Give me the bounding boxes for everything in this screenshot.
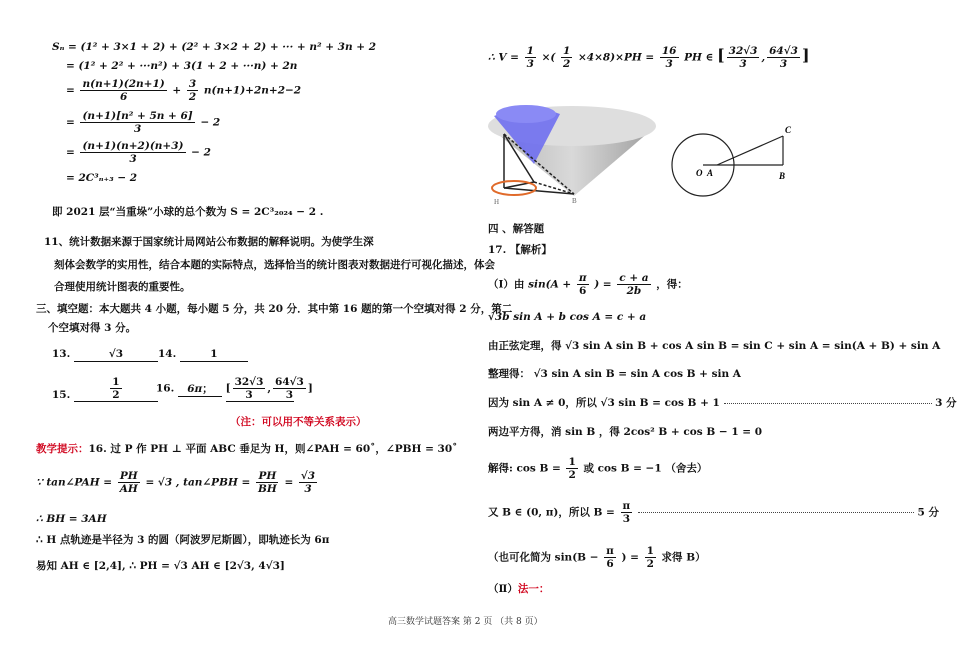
segment-ac	[717, 136, 783, 165]
fraction: $\frac{1}{2}$	[568, 456, 576, 481]
section-4: 四 、解答题	[488, 223, 545, 235]
q17-heading: 17. 【解析】	[488, 244, 552, 256]
sn-line-2: = (1² + 2² + ···n²) + 3(1 + 2 + ···n) + 2n	[66, 60, 298, 72]
answer-16-note: （注：可以用不等关系表示）	[230, 416, 367, 428]
part1-line: （Ⅰ）由 sin(A + $\frac{\pi}{6}$ ) = $\frac{c + a}{2b}$ ，得：	[488, 272, 688, 297]
label-b-small: B	[572, 197, 577, 205]
label-c: C	[785, 125, 792, 135]
sn-line-1: Sₙ = (1² + 3×1 + 2) + (2² + 3×2 + 2) + ··· + n² + 3n + 2	[52, 41, 377, 53]
volume-line: ∴ V = $\frac{1}{3}$ ×( $\frac{1}{2}$ ×4×8)×PH = $\frac{16}{3}$ PH ∈ [ $\frac{32√3}{3}$ , $\frac{64√3}{3}$ ]	[488, 45, 810, 70]
eq-3: 整理得： √3 sin A sin B = sin A cos B + sin A	[488, 368, 741, 380]
label-b: B	[779, 171, 786, 181]
eq-1: √3b sin A + b cos A = c + a	[488, 311, 647, 323]
fraction: $\frac{32√3}{3}$	[728, 45, 758, 70]
fraction: $\frac{\text{(n+1)[n² + 5n + 6]}}{3}$	[82, 110, 193, 135]
answer-15: 15. $\frac{1}{2}$	[52, 376, 158, 402]
fraction: $\frac{32√3}{3}$	[234, 376, 264, 401]
fraction: $\frac{PH}{BH}$	[257, 470, 277, 495]
fraction: $\frac{64√3}{3}$	[769, 45, 798, 70]
label-o: O	[696, 168, 703, 178]
orange-circle	[492, 181, 536, 195]
cone-figure	[486, 100, 661, 210]
fraction: $\frac{1}{3}$	[526, 45, 534, 70]
section-3-line-2: 个空填对得 3 分。	[48, 322, 137, 334]
fraction: $\frac{3}{2}$	[188, 78, 197, 103]
eq-6: 解得: cos B = $\frac{1}{2}$ 或 cos B = −1 （舍去）	[488, 456, 708, 481]
q11-line-2: 刻体会数学的实用性，结合本题的实际特点，选择恰当的统计图表对数据进行可视化描述，体会	[54, 259, 495, 271]
fraction: $\frac{\pi}{3}$	[622, 500, 631, 525]
q11-line-1: 11、统计数据来源于国家统计局网站公布数据的解释说明。为使学生深	[44, 236, 374, 248]
fraction: $\frac{\pi}{6}$	[578, 272, 587, 297]
score-3: 3 分	[935, 397, 957, 409]
part2-line: （Ⅱ）法一：	[488, 583, 550, 595]
fraction: $\frac{c + a}{2b}$	[619, 272, 649, 297]
sn-line-4: = $\frac{\text{(n+1)[n² + 5n + 6]}}{3}$ − 2	[66, 110, 221, 135]
answer-16: 16. 6π； [ $\frac{32√3}{3}$ , $\frac{64√3}{3}$ ]	[156, 376, 313, 401]
fraction: $\frac{\pi}{6}$	[606, 545, 614, 570]
label-h: H	[494, 198, 500, 206]
fraction: $\frac{(n+1)(n+2)(n+3)}{3}$	[82, 140, 184, 165]
eq-4: 因为 sin A ≠ 0，所以 √3 sin B = cos B + 1 3 分	[488, 397, 957, 409]
bh-line: ∴ BH = 3AH	[36, 513, 107, 525]
tan-line: ∵ tan∠PAH = $\frac{PH}{AH}$ = √3 , tan∠PBH = $\frac{PH}{BH}$ = $\frac{√3}{3}$	[36, 470, 316, 495]
page-footer: 高三数学试题答案 第 2 页 （共 8 页）	[388, 617, 543, 627]
sn-line-6: = 2C³ₙ₊₃ − 2	[66, 172, 138, 184]
section-3-line-1: 三、填空题：本大题共 4 小题，每小题 5 分，共 20 分．其中第 16 题的第一个空填对得 2 分，第二	[36, 303, 513, 315]
label-a: A	[707, 168, 714, 178]
ah-range-line: 易知 AH ∈ [2,4], ∴ PH = √3 AH ∈ [2√3, 4√3]	[36, 560, 285, 572]
eq-8: （也可化简为 sin(B − $\frac{\pi}{6}$ ) = $\frac{1}{2}$ 求得 B）	[488, 545, 706, 570]
eq-2: 由正弦定理，得 √3 sin A sin B + cos A sin B = sin C + sin A = sin(A + B) + sin A	[488, 340, 941, 352]
fraction: $\frac{1}{2}$	[646, 545, 654, 570]
blue-cone-top	[496, 105, 556, 123]
answer-14: 14. 1	[158, 348, 248, 362]
teaching-hint: 教学提示：16. 过 P 作 PH ⊥ 平面 ABC 垂足为 H，则∠PAH = 60˚，∠PBH = 30˚	[36, 443, 458, 455]
fraction: $\frac{√3}{3}$	[300, 470, 316, 495]
fraction: $\frac{64√3}{3}$	[275, 376, 304, 401]
q11-line-3: 合理使用统计图表的重要性。	[54, 281, 191, 293]
fraction: $\frac{1}{2}$	[112, 376, 120, 401]
fraction: $\frac{n(n+1)(2n+1)}{6}$	[82, 78, 165, 103]
score-5: 5 分	[917, 506, 939, 519]
eq-5: 两边平方得，消 sin B ，得 2cos² B + cos B − 1 = 0	[488, 426, 763, 438]
circle-figure	[665, 120, 800, 200]
eq-7: 又 B ∈ (0, π)，所以 B = $\frac{\pi}{3}$ 5 分	[488, 500, 939, 525]
answer-13: 13. √3	[52, 348, 158, 362]
locus-line: ∴ H 点轨迹是半径为 3 的圆（阿波罗尼斯圆），即轨迹长为 6π	[36, 534, 330, 546]
fraction: $\frac{1}{2}$	[563, 45, 571, 70]
sn-line-3: = $\frac{n(n+1)(2n+1)}{6}$ + $\frac{3}{2}$ n(n+1)+2n+2−2	[66, 78, 302, 103]
fraction: $\frac{16}{3}$	[661, 45, 677, 70]
fraction: $\frac{PH}{AH}$	[119, 470, 138, 495]
sn-line-5: = $\frac{(n+1)(n+2)(n+3)}{3}$ − 2	[66, 140, 211, 165]
conclusion: 即 2021 层“当重垛”小球的总个数为 S = 2C³₂₀₂₄ − 2 .	[52, 206, 324, 218]
